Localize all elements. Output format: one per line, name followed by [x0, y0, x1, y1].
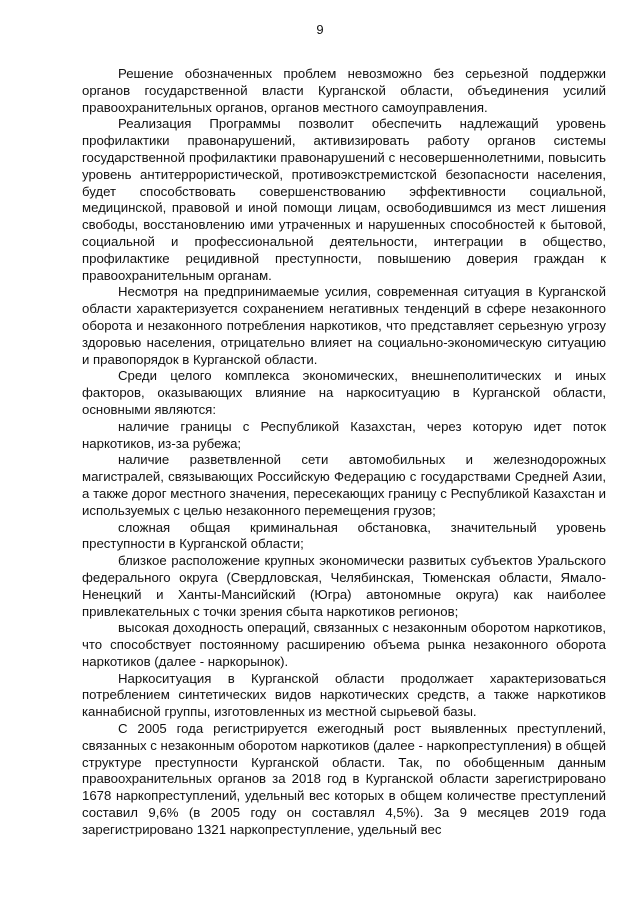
list-item-kazakhstan-border: наличие границы с Республикой Казахстан, через которую идет поток наркотиков, из-за рубежа;	[82, 418, 606, 451]
paragraph-problem-solution: Решение обозначенных проблем невозможно без серьезной поддержки органов государственной власти Курганской области, объединения усилий правоохранительных органов, органов местного самоуправления.	[82, 66, 606, 115]
paragraph-drug-types: Наркоситуация в Курганской области продолжает характеризоваться потреблением синтетических видов наркотических средств, а также наркотиков каннабисной группы, изготовленных из местной сырьевой базы.	[82, 670, 606, 720]
paragraph-program-implementation: Реализация Программы позволит обеспечить надлежащий уровень профилактики правонарушений, активизировать работу органов системы государственной профилактики правонарушений с несовершеннолетними, повысить уровень антитеррористической, противоэкстремистской безопасности населения, будет способствовать совершенствованию эффективности социальной, медицинской, правовой и иной помощи лицам, освободившимся из мест лишения свободы, восстановлению ими утраченных и нарушенных способностей к бытовой, социальной и профессиональной деятельности, интеграции в общество, профилактике рецидивной преступности, повышению доверия граждан к правоохранительным органам.	[82, 116, 606, 283]
paragraph-drug-situation: Несмотря на предпринимаемые усилия, современная ситуация в Курганской области характеризуется сохранением негативных тенденций в сфере незаконного оборота и незаконного потребления наркотиков, что представляет серьезную угрозу здоровью населения, отрицательно влияет на социально-экономическую ситуацию и правопорядок в Курганской области.	[82, 284, 606, 367]
list-item-high-profitability: высокая доходность операций, связанных с незаконным оборотом наркотиков, что способствует постоянному расширению объема рынка незаконного оборота наркотиков (далее - наркорынок).	[82, 620, 606, 669]
list-item-neighbor-regions: близкое расположение крупных экономически развитых субъектов Уральского федерального округа (Свердловская, Челябинская, Тюменская области, Ямало-Ненецкий и Ханты-Мансийский (Югра) автономные округа) как наиболее привлекательных с точки зрения сбыта наркотиков регионов;	[82, 553, 606, 619]
list-item-transport-network: наличие разветвленной сети автомобильных и железнодорожных магистралей, связывающих Российскую Федерацию с государствами Средней Азии, а также дорог местного значения, пересекающих границу с Республикой Казахстан и используемых с целью незаконного перемещения грузов;	[82, 452, 606, 518]
paragraph-crime-statistics: С 2005 года регистрируется ежегодный рост выявленных преступлений, связанных с незаконным оборотом наркотиков (далее - наркопреступления) в общей структуре преступности Курганской области. Так, по обобщенным данным правоохранительных органов за 2018 год в Курганской области зарегистрировано 1678 наркопреступлений, удельный вес которых в общем количестве преступлений составил 9,6% (в 2005 году он составлял 4,5%). За 9 месяцев 2019 года зарегистрировано 1321 наркопреступление, удельный вес	[82, 721, 606, 837]
page-number: 9	[316, 22, 324, 37]
list-item-criminal-situation: сложная общая криминальная обстановка, значительный уровень преступности в Курганской области;	[82, 519, 606, 552]
document-body	[82, 66, 606, 839]
paragraph-factors-intro: Среди целого комплекса экономических, внешнеполитических и иных факторов, оказывающих влияние на наркоситуацию в Курганской области, основными являются:	[82, 368, 606, 417]
